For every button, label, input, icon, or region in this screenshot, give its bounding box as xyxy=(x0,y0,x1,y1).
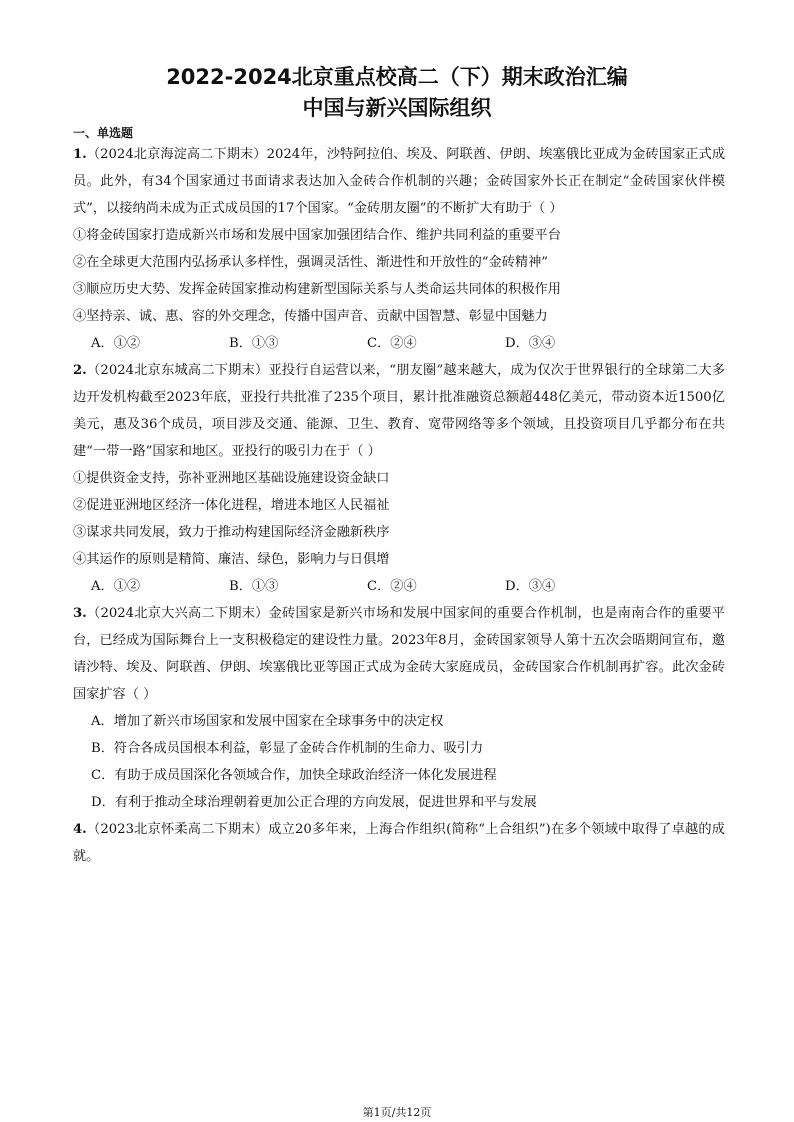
answer-choices xyxy=(73,330,725,357)
question-1 xyxy=(73,141,725,222)
question-source: （2023北京怀柔高二下期末） xyxy=(86,822,269,837)
choice-a: A．①② xyxy=(91,579,141,594)
option-c: C．有助于成员国深化各领域合作，加快全球政治经济一体化发展进程 xyxy=(91,768,497,783)
question-3 xyxy=(73,600,725,708)
page-subtitle: 中国与新兴国际组织 xyxy=(302,96,492,120)
question-number: 3. xyxy=(73,606,87,621)
question-source: （2024北京大兴高二下期末） xyxy=(86,606,269,621)
choice-c: C．②④ xyxy=(367,579,417,594)
page-footer: 第1页/共12页 xyxy=(362,1106,432,1119)
statement-3: ③谋求共同发展，致力于推动构建国际经济金融新秩序 xyxy=(73,525,390,540)
question-source: （2024北京海淀高二下期末） xyxy=(86,147,267,162)
answer-choices xyxy=(73,573,725,600)
question-stem: 成立20多年来，上海合作组织(简称“上合组织”)在多个领域中取得了卓越的成就。 xyxy=(73,822,725,864)
page-title: 2022-2024北京重点校高二（下）期末政治汇编 xyxy=(166,65,628,89)
statement-2: ②在全球更大范围内弘扬承认多样性，强调灵活性、渐进性和开放性的“金砖精神” xyxy=(73,255,549,270)
choice-a: A．①② xyxy=(91,336,141,351)
question-source: （2024北京东城高二下期末） xyxy=(86,363,269,378)
question-number: 4. xyxy=(73,822,87,837)
choice-b: B．①③ xyxy=(229,336,279,351)
question-number: 1. xyxy=(73,147,87,162)
option-b: B．符合各成员国根本利益，彰显了金砖合作机制的生命力、吸引力 xyxy=(91,741,484,756)
question-2 xyxy=(73,357,725,465)
statement-2: ②促进亚洲地区经济一体化进程，增进本地区人民福祉 xyxy=(73,498,390,513)
option-a: A．增加了新兴市场国家和发展中国家在全球事务中的决定权 xyxy=(91,714,444,729)
question-stem: 金砖国家是新兴市场和发展中国家间的重要合作机制，也是南南合作的重要平台，已经成为国际舞台上一支积极稳定的建设性力量。2023年8月，金砖国家领导人第十五次会晤期间宣布，邀请沙特、埃及、阿联酋、伊朗、埃塞俄比亚等国正式成为金砖大家庭成员，金砖国家合作机制再扩容。此次金砖国家扩容（ ） xyxy=(73,606,725,702)
option-d: D．有利于推动全球治理朝着更加公正合理的方向发展，促进世界和平与发展 xyxy=(91,795,537,810)
statement-3: ③顺应历史大势、发挥金砖国家推动构建新型国际关系与人类命运共同体的积极作用 xyxy=(73,282,561,297)
choice-d: D．③④ xyxy=(505,579,556,594)
question-stem: 亚投行自运营以来，“朋友圈”越来越大，成为仅次于世界银行的全球第二大多边开发机构截至2023年底，亚投行共批准了235个项目，累计批准融资总额超448亿美元，带动资本近1500亿美元，惠及36个成员，项目涉及交通、能源、卫生、教育、宽带网络等多个领域，且投资项目几乎都分布在共建“一带一路”国家和地区。亚投行的吸引力在于（ ） xyxy=(73,363,726,459)
choice-b: B．①③ xyxy=(229,579,279,594)
question-number: 2. xyxy=(73,363,87,378)
section-heading: 一、单选题 xyxy=(73,126,134,140)
choice-d: D．③④ xyxy=(505,336,556,351)
question-4 xyxy=(73,816,725,870)
statement-1: ①提供资金支持，弥补亚洲地区基础设施建设资金缺口 xyxy=(73,471,390,486)
choice-c: C．②④ xyxy=(367,336,417,351)
question-stem: 2024年，沙特阿拉伯、埃及、阿联酋、伊朗、埃塞俄比亚成为金砖国家正式成员。此外，有34个国家通过书面请求表达加入金砖合作机制的兴趣；金砖国家外长正在制定“金砖国家伙伴模式”，以接纳尚未成为正式成员国的17个国家。“金砖朋友圈”的不断扩大有助于（ ） xyxy=(73,147,726,216)
statement-4: ④其运作的原则是精简、廉洁、绿色，影响力与日俱增 xyxy=(73,552,390,567)
statement-4: ④坚持亲、诚、惠、容的外交理念，传播中国声音、贡献中国智慧、彰显中国魅力 xyxy=(73,309,548,324)
questions-content xyxy=(73,141,725,870)
statement-1: ①将金砖国家打造成新兴市场和发展中国家加强团结合作、维护共同利益的重要平台 xyxy=(73,228,561,243)
